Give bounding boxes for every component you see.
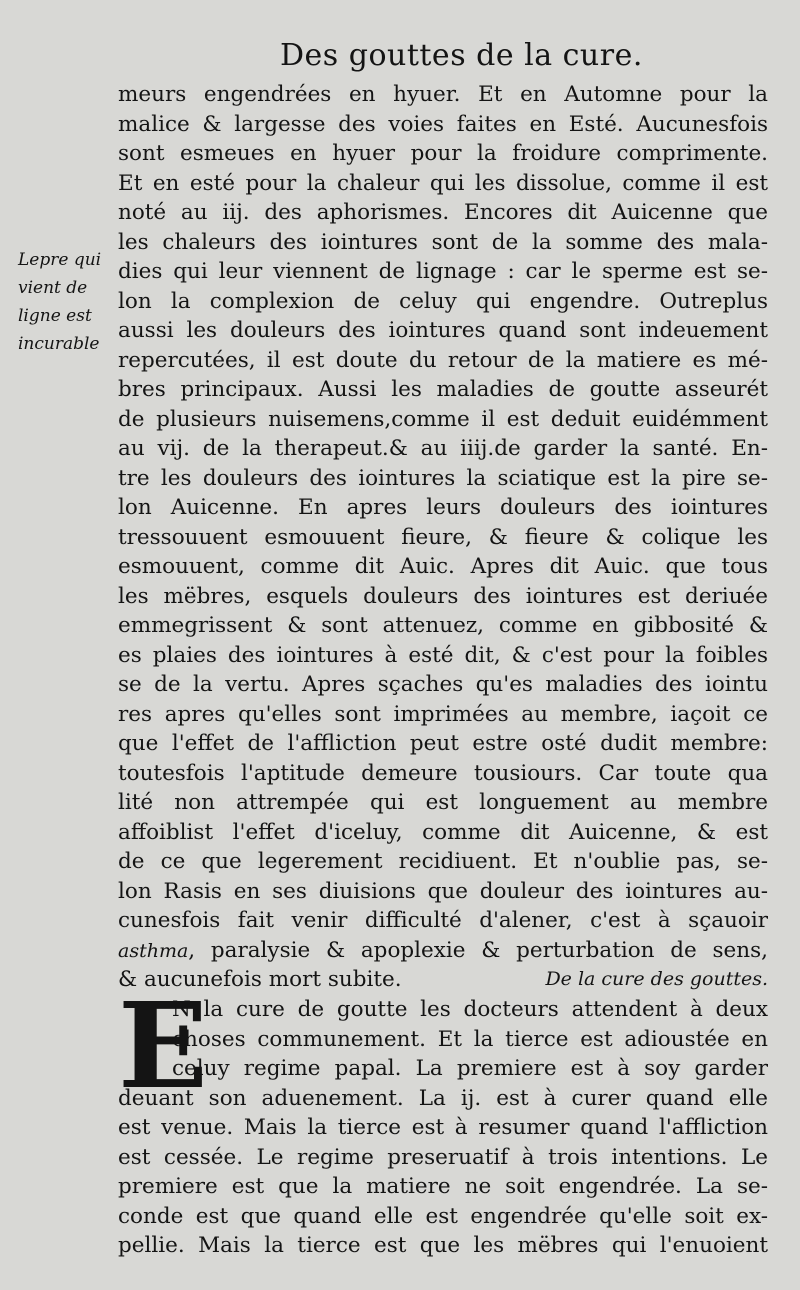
text-line: lon Rasis en ses diuisions que douleur des iointures au- [118,878,768,904]
text-line-asthma [118,936,768,966]
text-line: res apres qu'elles sont imprimées au membre, iaçoit ce [118,701,768,727]
main-paragraph [118,80,768,995]
drop-cap: E [118,976,208,1115]
text-line: tressouuent esmouuent fieure, & fieure & colique les [118,524,768,550]
text-run: , paralysie & apoplexie & perturbation de sens, [188,937,768,963]
text-line: choses communement. Et la tierce est adioustée en [172,1026,768,1052]
text-line-final [118,965,768,995]
text-line: aussi les douleurs des iointures quand sont indeuement [118,318,768,343]
text-line: toutesfois l'aptitude demeure tousiours. Car toute qua [118,760,768,786]
margin-note [18,246,123,358]
text-line: sont esmeues en hyuer pour la froidure comprimente. [118,141,768,166]
text-line: esmouuent, comme dit Auic. Apres dit Auic. que tous [118,554,768,579]
text-line: les mëbres, esquels douleurs des iointures est deriuée [118,583,768,609]
text-line: pellie. Mais la tierce est que les mëbres qui l'enuoient [118,1233,768,1258]
text-line: cunesfois fait venir difficulté d'alener, c'est à sçauoir [118,908,768,933]
text-line: conde est que quand elle est engendrée qu'elle soit ex- [118,1203,768,1229]
text-line: affoiblist l'effet d'iceluy, comme dit Auicenne, & est [118,819,768,845]
text-line: es plaies des iointures à esté dit, & c'est pour la foibles [118,642,768,668]
text-line: bres principaux. Aussi les maladies de goutte asseurét [118,377,768,402]
text-line: celuy regime papal. La premiere est à soy garder [172,1056,768,1081]
margin-note-line: incurable [18,334,100,354]
text-line: que l'effet de l'affliction peut estre osté dudit membre: [118,731,768,756]
text-line: lité non attrempée qui est longuement au membre [118,790,768,815]
text-line: est venue. Mais la tierce est à resumer quand l'affliction [118,1115,768,1140]
text-line: emmegrissent & sont attenuez, comme en gibbosité & [118,613,768,638]
running-header: Des gouttes de la cure. [280,38,643,73]
text-line: N la cure de goutte les docteurs attendent à deux [172,997,768,1022]
text-line: est cessée. Le regime preseruatif à trois intentions. Le [118,1144,768,1170]
text-line: deuant son aduenement. La ij. est à curer quand elle [118,1085,768,1111]
text-line: lon Auicenne. En apres leurs douleurs des iointures [118,495,768,520]
margin-note-line: Lepre qui [18,250,102,270]
text-line: tre les douleurs des iointures la sciatique est la pire se- [118,465,768,491]
text-line: malice & largesse des voies faites en Esté. Aucunesfois [118,111,768,137]
margin-note-line: ligne est [18,306,92,326]
second-paragraph [118,995,768,1261]
text-line: lon la complexion de celuy qui engendre. Outreplus [118,288,768,314]
text-line: noté au iij. des aphorismes. Encores dit Auicenne que [118,200,768,225]
text-line: Et en esté pour la chaleur qui les dissolue, comme il est [118,170,768,196]
italic-term: asthma [118,939,189,962]
text-line: premiere est que la matiere ne soit engendrée. La se- [118,1174,768,1199]
margin-note-line: vient de [18,278,88,298]
text-run: & aucunefois mort subite. [118,967,402,992]
text-line: se de la vertu. Apres sçaches qu'es maladies des iointu [118,672,768,697]
text-line: de plusieurs nuisemens,comme il est deduit euidémment [118,406,768,432]
section-heading: De la cure des gouttes. [545,968,768,990]
text-line: les chaleurs des iointures sont de la somme des mala- [118,229,768,255]
text-line: repercutées, il est doute du retour de la matiere es mé- [118,347,768,373]
text-line: dies qui leur viennent de lignage : car le sperme est se- [118,259,768,284]
text-line: au vij. de la therapeut.& au iiij.de garder la santé. En- [118,436,768,461]
text-line: de ce que legerement recidiuent. Et n'oublie pas, se- [118,849,768,874]
text-line: meurs engendrées en hyuer. Et en Automne pour la [118,82,768,107]
